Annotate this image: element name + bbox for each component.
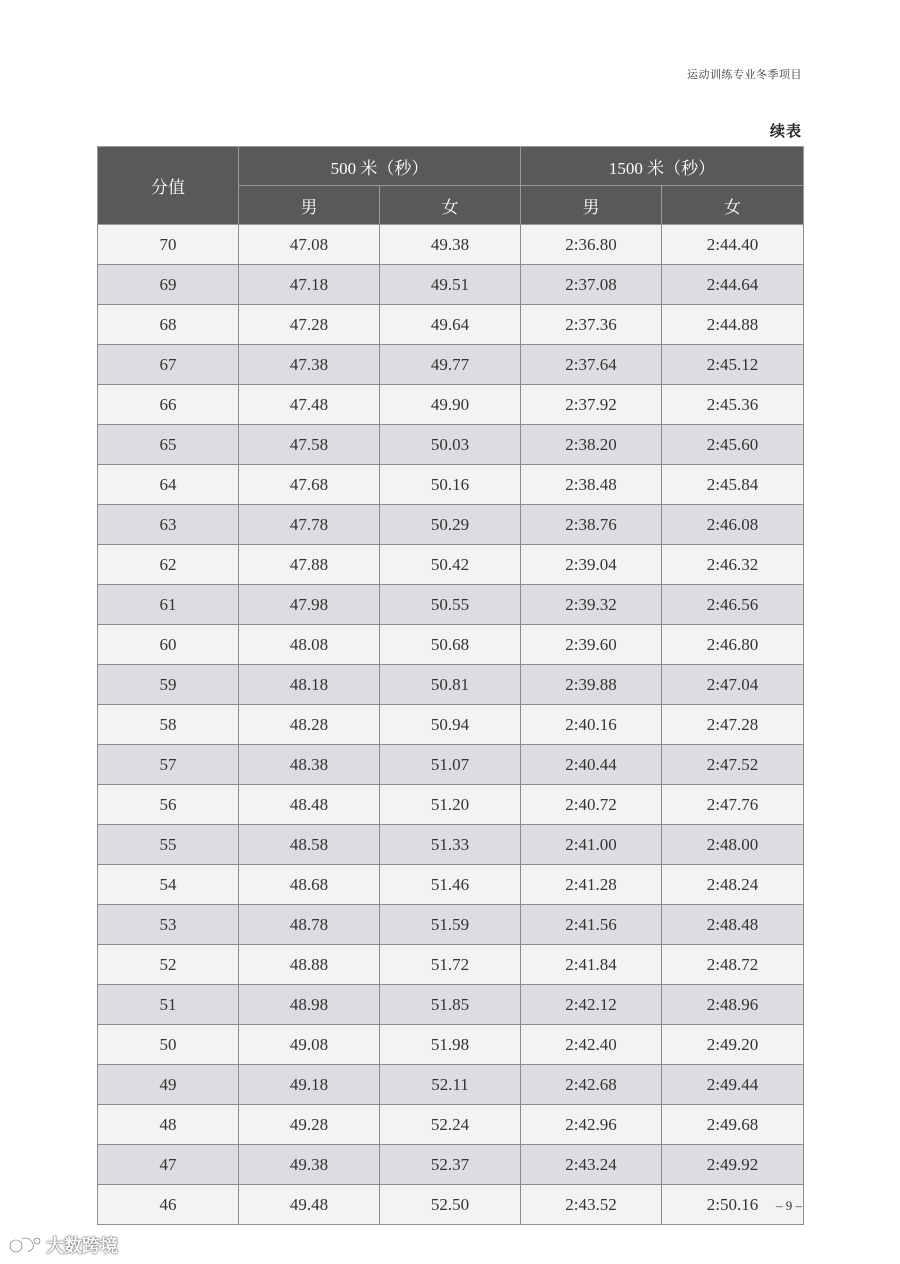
time-1500m-male-cell: 2:39.32 xyxy=(521,585,662,625)
time-1500m-male-cell: 2:39.60 xyxy=(521,625,662,665)
time-500m-male-cell: 48.68 xyxy=(239,865,380,905)
score-column-header: 分值 xyxy=(98,147,239,225)
time-1500m-male-cell: 2:42.96 xyxy=(521,1105,662,1145)
time-1500m-female-cell: 2:44.88 xyxy=(662,305,804,345)
time-1500m-male-cell: 2:40.44 xyxy=(521,745,662,785)
time-1500m-female-cell: 2:48.00 xyxy=(662,825,804,865)
time-1500m-female-cell: 2:48.96 xyxy=(662,985,804,1025)
time-500m-male-cell: 47.58 xyxy=(239,425,380,465)
table-row xyxy=(98,225,804,265)
time-500m-female-cell: 52.11 xyxy=(380,1065,521,1105)
score-cell: 47 xyxy=(98,1145,239,1185)
time-1500m-male-cell: 2:39.88 xyxy=(521,665,662,705)
continued-label: 续表 xyxy=(769,124,802,140)
score-cell: 46 xyxy=(98,1185,239,1225)
time-500m-female-cell: 49.64 xyxy=(380,305,521,345)
time-1500m-male-cell: 2:38.76 xyxy=(521,505,662,545)
brand-logo-icon xyxy=(8,1234,42,1256)
time-500m-male-cell: 49.18 xyxy=(239,1065,380,1105)
time-500m-female-cell: 50.29 xyxy=(380,505,521,545)
score-cell: 57 xyxy=(98,745,239,785)
time-500m-male-cell: 48.98 xyxy=(239,985,380,1025)
time-1500m-male-cell: 2:40.16 xyxy=(521,705,662,745)
time-1500m-male-cell: 2:38.20 xyxy=(521,425,662,465)
score-cell: 58 xyxy=(98,705,239,745)
time-1500m-male-cell: 2:41.28 xyxy=(521,865,662,905)
score-cell: 70 xyxy=(98,225,239,265)
score-cell: 61 xyxy=(98,585,239,625)
time-500m-female-cell: 49.77 xyxy=(380,345,521,385)
table-row xyxy=(98,905,804,945)
time-500m-female-cell: 50.81 xyxy=(380,665,521,705)
time-1500m-male-cell: 2:37.92 xyxy=(521,385,662,425)
time-500m-female-cell: 49.90 xyxy=(380,385,521,425)
time-1500m-female-cell: 2:45.84 xyxy=(662,465,804,505)
time-500m-male-cell: 48.38 xyxy=(239,745,380,785)
time-1500m-female-cell: 2:46.56 xyxy=(662,585,804,625)
table-row xyxy=(98,865,804,905)
score-cell: 64 xyxy=(98,465,239,505)
time-1500m-female-cell: 2:46.08 xyxy=(662,505,804,545)
table-body xyxy=(98,225,804,1225)
time-1500m-male-cell: 2:37.08 xyxy=(521,265,662,305)
time-500m-female-cell: 51.20 xyxy=(380,785,521,825)
time-500m-female-cell: 51.07 xyxy=(380,745,521,785)
time-1500m-female-cell: 2:48.24 xyxy=(662,865,804,905)
time-1500m-female-cell: 2:44.40 xyxy=(662,225,804,265)
table-row xyxy=(98,1145,804,1185)
watermark xyxy=(8,1232,118,1258)
table-row xyxy=(98,465,804,505)
table-row xyxy=(98,545,804,585)
time-1500m-female-cell: 2:47.04 xyxy=(662,665,804,705)
time-1500m-male-cell: 2:43.24 xyxy=(521,1145,662,1185)
table-row xyxy=(98,305,804,345)
table-row xyxy=(98,745,804,785)
table-row xyxy=(98,505,804,545)
score-cell: 67 xyxy=(98,345,239,385)
time-500m-female-cell: 52.37 xyxy=(380,1145,521,1185)
table-row xyxy=(98,825,804,865)
time-1500m-female-cell: 2:46.80 xyxy=(662,625,804,665)
table-row xyxy=(98,585,804,625)
sub-header-500m-female: 女 xyxy=(380,186,521,225)
table-row xyxy=(98,705,804,745)
time-500m-male-cell: 47.88 xyxy=(239,545,380,585)
score-cell: 69 xyxy=(98,265,239,305)
time-1500m-female-cell: 2:47.28 xyxy=(662,705,804,745)
time-1500m-male-cell: 2:38.48 xyxy=(521,465,662,505)
time-500m-female-cell: 52.24 xyxy=(380,1105,521,1145)
time-500m-female-cell: 49.38 xyxy=(380,225,521,265)
group-header-500m: 500 米（秒） xyxy=(239,147,521,186)
time-1500m-male-cell: 2:41.84 xyxy=(521,945,662,985)
score-cell: 63 xyxy=(98,505,239,545)
time-500m-male-cell: 47.98 xyxy=(239,585,380,625)
time-1500m-female-cell: 2:45.36 xyxy=(662,385,804,425)
table-row xyxy=(98,425,804,465)
table-row xyxy=(98,1065,804,1105)
time-500m-male-cell: 47.68 xyxy=(239,465,380,505)
time-1500m-male-cell: 2:36.80 xyxy=(521,225,662,265)
score-cell: 56 xyxy=(98,785,239,825)
score-cell: 48 xyxy=(98,1105,239,1145)
time-500m-male-cell: 48.48 xyxy=(239,785,380,825)
running-header: 运动训练专业冬季项目 xyxy=(687,69,802,81)
time-500m-male-cell: 47.78 xyxy=(239,505,380,545)
time-500m-male-cell: 49.38 xyxy=(239,1145,380,1185)
group-header-1500m: 1500 米（秒） xyxy=(521,147,804,186)
time-500m-female-cell: 50.16 xyxy=(380,465,521,505)
time-500m-female-cell: 50.94 xyxy=(380,705,521,745)
time-1500m-female-cell: 2:49.92 xyxy=(662,1145,804,1185)
time-500m-male-cell: 49.08 xyxy=(239,1025,380,1065)
score-cell: 53 xyxy=(98,905,239,945)
watermark-text: 大数跨境 xyxy=(46,1236,118,1257)
page-number: – 9 – xyxy=(776,1198,802,1213)
table-row xyxy=(98,1025,804,1065)
time-500m-female-cell: 49.51 xyxy=(380,265,521,305)
time-1500m-male-cell: 2:43.52 xyxy=(521,1185,662,1225)
time-500m-male-cell: 47.28 xyxy=(239,305,380,345)
time-1500m-female-cell: 2:49.20 xyxy=(662,1025,804,1065)
time-1500m-female-cell: 2:49.44 xyxy=(662,1065,804,1105)
sub-header-1500m-female: 女 xyxy=(662,186,804,225)
time-1500m-female-cell: 2:49.68 xyxy=(662,1105,804,1145)
score-cell: 49 xyxy=(98,1065,239,1105)
sub-header-1500m-male: 男 xyxy=(521,186,662,225)
time-1500m-female-cell: 2:46.32 xyxy=(662,545,804,585)
time-500m-female-cell: 50.03 xyxy=(380,425,521,465)
time-1500m-male-cell: 2:42.68 xyxy=(521,1065,662,1105)
time-500m-female-cell: 50.55 xyxy=(380,585,521,625)
time-500m-female-cell: 51.33 xyxy=(380,825,521,865)
time-1500m-male-cell: 2:42.40 xyxy=(521,1025,662,1065)
score-cell: 68 xyxy=(98,305,239,345)
time-500m-male-cell: 47.08 xyxy=(239,225,380,265)
time-500m-female-cell: 51.98 xyxy=(380,1025,521,1065)
time-500m-male-cell: 48.78 xyxy=(239,905,380,945)
table-row xyxy=(98,625,804,665)
score-cell: 50 xyxy=(98,1025,239,1065)
time-1500m-female-cell: 2:48.72 xyxy=(662,945,804,985)
table-row xyxy=(98,665,804,705)
time-500m-male-cell: 49.48 xyxy=(239,1185,380,1225)
time-500m-female-cell: 51.46 xyxy=(380,865,521,905)
time-500m-female-cell: 51.59 xyxy=(380,905,521,945)
time-1500m-male-cell: 2:42.12 xyxy=(521,985,662,1025)
time-500m-male-cell: 48.58 xyxy=(239,825,380,865)
time-1500m-male-cell: 2:40.72 xyxy=(521,785,662,825)
time-500m-female-cell: 52.50 xyxy=(380,1185,521,1225)
time-1500m-female-cell: 2:45.60 xyxy=(662,425,804,465)
time-500m-female-cell: 50.68 xyxy=(380,625,521,665)
score-cell: 65 xyxy=(98,425,239,465)
time-1500m-female-cell: 2:47.52 xyxy=(662,745,804,785)
table-row xyxy=(98,945,804,985)
table-row xyxy=(98,1185,804,1225)
score-cell: 66 xyxy=(98,385,239,425)
score-cell: 55 xyxy=(98,825,239,865)
table-row xyxy=(98,1105,804,1145)
time-500m-male-cell: 48.08 xyxy=(239,625,380,665)
score-cell: 54 xyxy=(98,865,239,905)
time-1500m-male-cell: 2:37.64 xyxy=(521,345,662,385)
score-table xyxy=(97,146,804,1225)
time-500m-male-cell: 48.18 xyxy=(239,665,380,705)
time-1500m-female-cell: 2:47.76 xyxy=(662,785,804,825)
time-500m-female-cell: 51.72 xyxy=(380,945,521,985)
time-1500m-male-cell: 2:37.36 xyxy=(521,305,662,345)
time-500m-male-cell: 47.18 xyxy=(239,265,380,305)
time-1500m-male-cell: 2:41.56 xyxy=(521,905,662,945)
time-500m-male-cell: 49.28 xyxy=(239,1105,380,1145)
time-500m-male-cell: 47.48 xyxy=(239,385,380,425)
time-500m-male-cell: 48.88 xyxy=(239,945,380,985)
score-cell: 51 xyxy=(98,985,239,1025)
table-row xyxy=(98,385,804,425)
time-1500m-female-cell: 2:48.48 xyxy=(662,905,804,945)
table-row xyxy=(98,985,804,1025)
table-row xyxy=(98,345,804,385)
sub-header-500m-male: 男 xyxy=(239,186,380,225)
table-row xyxy=(98,785,804,825)
time-1500m-female-cell: 2:45.12 xyxy=(662,345,804,385)
time-500m-female-cell: 50.42 xyxy=(380,545,521,585)
score-cell: 52 xyxy=(98,945,239,985)
time-500m-male-cell: 48.28 xyxy=(239,705,380,745)
time-1500m-female-cell: 2:50.16 xyxy=(662,1185,804,1225)
time-1500m-female-cell: 2:44.64 xyxy=(662,265,804,305)
time-500m-female-cell: 51.85 xyxy=(380,985,521,1025)
score-cell: 59 xyxy=(98,665,239,705)
time-1500m-male-cell: 2:41.00 xyxy=(521,825,662,865)
table-header xyxy=(98,147,804,225)
score-cell: 60 xyxy=(98,625,239,665)
time-1500m-male-cell: 2:39.04 xyxy=(521,545,662,585)
score-cell: 62 xyxy=(98,545,239,585)
time-500m-male-cell: 47.38 xyxy=(239,345,380,385)
table-row xyxy=(98,265,804,305)
